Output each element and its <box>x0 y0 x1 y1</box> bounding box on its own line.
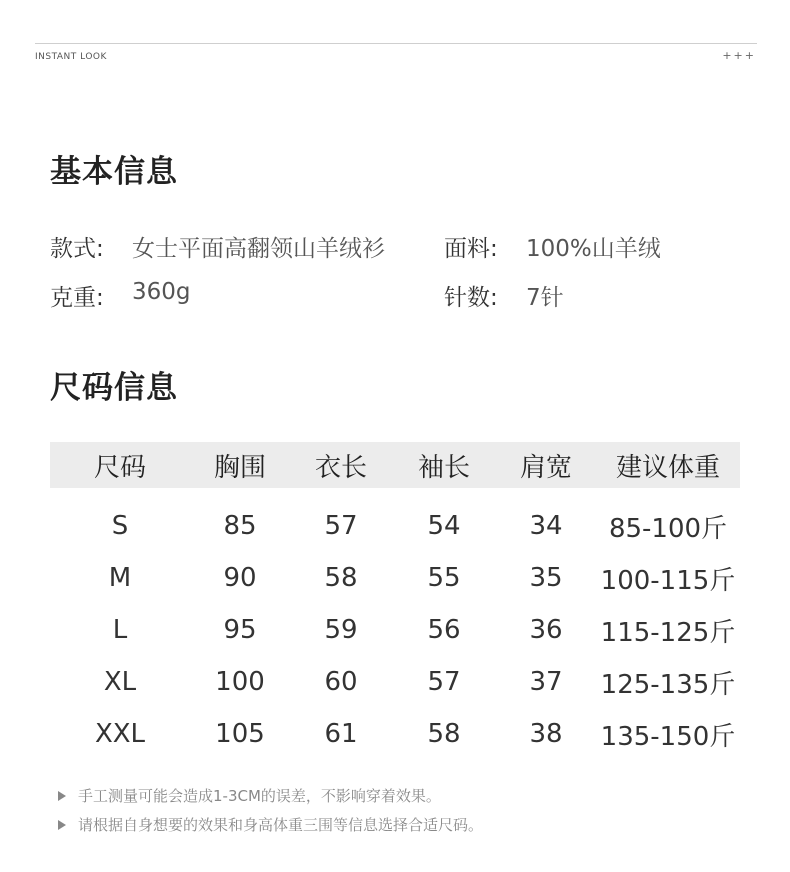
table-row <box>50 552 740 604</box>
basic-info-title: 基本信息 <box>50 154 178 190</box>
attr-weight <box>50 279 191 312</box>
table-cell: 59 <box>324 615 358 645</box>
table-cell: 58 <box>324 563 358 593</box>
triangle-bullet-icon <box>58 791 66 801</box>
table-cell: XXL <box>94 719 146 749</box>
table-cell: XL <box>103 667 137 697</box>
attr-key: 克重: <box>50 285 104 311</box>
attr-style <box>50 230 385 263</box>
table-cell: 60 <box>324 667 358 697</box>
attr-fabric <box>444 230 661 263</box>
attr-gauge <box>444 279 564 312</box>
table-row <box>50 656 740 708</box>
table-cell: 90 <box>223 563 257 593</box>
table-row <box>50 604 740 656</box>
note-size-advice <box>58 814 483 835</box>
table-cell: 105 <box>215 719 265 749</box>
table-cell: 115-125斤 <box>600 617 736 648</box>
table-cell: 125-135斤 <box>600 669 736 700</box>
attr-key: 面料: <box>444 236 498 262</box>
attr-key: 针数: <box>444 285 498 311</box>
attr-value: 7针 <box>526 285 564 311</box>
column-header: 衣长 <box>314 452 367 483</box>
column-header: 袖长 <box>417 452 470 483</box>
table-cell: 100 <box>215 667 265 697</box>
table-cell: 54 <box>427 511 461 541</box>
table-cell: M <box>108 563 132 593</box>
table-cell: 57 <box>427 667 461 697</box>
size-info-title: 尺码信息 <box>50 370 178 406</box>
column-header: 肩宽 <box>519 452 572 483</box>
note-measurement <box>58 785 441 806</box>
size-table <box>50 442 740 760</box>
size-table-header <box>50 442 740 488</box>
attr-value: 女士平面高翻领山羊绒衫 <box>132 236 385 262</box>
table-cell: 57 <box>324 511 358 541</box>
table-cell: 58 <box>427 719 461 749</box>
table-cell: 61 <box>324 719 358 749</box>
table-row <box>50 500 740 552</box>
brand-caption: INSTANT LOOK <box>35 52 107 62</box>
table-row <box>50 708 740 760</box>
table-cell: 37 <box>529 667 563 697</box>
table-cell: L <box>112 615 128 645</box>
table-cell: 34 <box>529 511 563 541</box>
attr-value: 100%山羊绒 <box>526 236 661 262</box>
attr-key: 款式: <box>50 236 104 262</box>
table-cell: S <box>111 511 129 541</box>
note-text: 手工测量可能会造成1-3CM的误差，不影响穿着效果。 <box>78 787 441 805</box>
attr-value: 360g <box>132 279 191 305</box>
table-cell: 35 <box>529 563 563 593</box>
size-table-body <box>50 500 740 760</box>
note-text: 请根据自身想要的效果和身高体重三围等信息选择合适尺码。 <box>78 816 484 834</box>
triangle-bullet-icon <box>58 820 66 830</box>
table-cell: 135-150斤 <box>600 721 736 752</box>
column-header: 建议体重 <box>615 452 720 483</box>
top-divider <box>35 43 757 44</box>
table-cell: 36 <box>529 615 563 645</box>
table-cell: 55 <box>427 563 461 593</box>
table-cell: 38 <box>529 719 563 749</box>
column-header: 尺码 <box>93 452 146 483</box>
table-cell: 85-100斤 <box>608 513 728 544</box>
plus-marks: +++ <box>722 49 756 62</box>
column-header: 胸围 <box>213 452 266 483</box>
table-cell: 85 <box>223 511 257 541</box>
table-cell: 95 <box>223 615 257 645</box>
table-cell: 56 <box>427 615 461 645</box>
table-cell: 100-115斤 <box>600 565 736 596</box>
